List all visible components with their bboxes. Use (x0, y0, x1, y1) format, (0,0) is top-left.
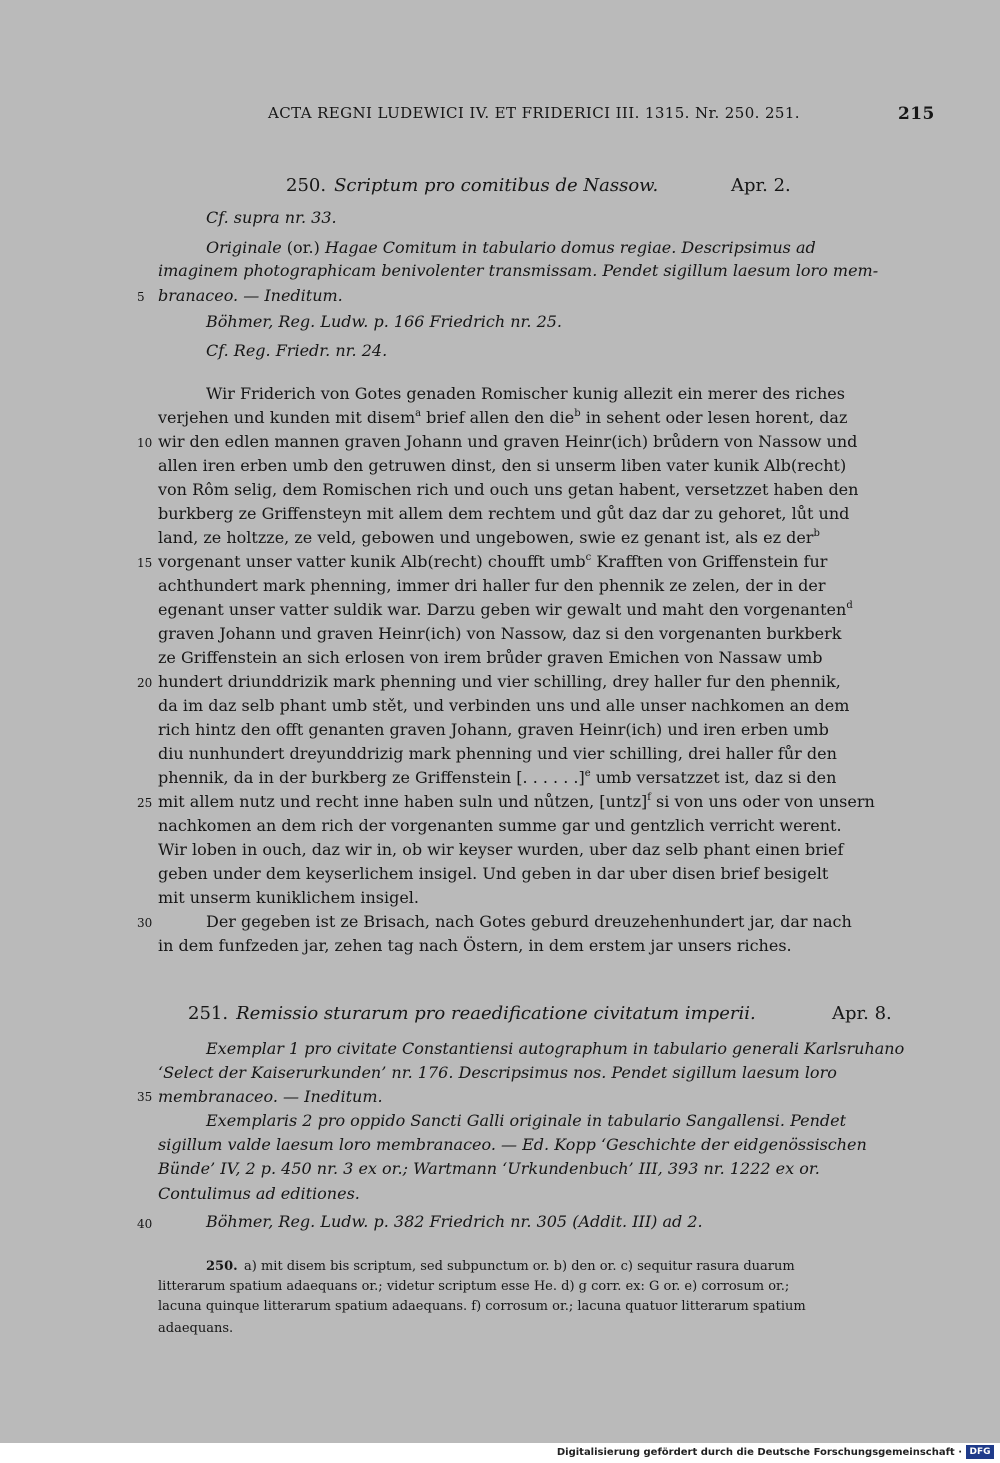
text-line: ze Griffenstein an sich erlosen von irem brůder graven Emichen von Nassaw umb (158, 648, 823, 667)
source-originale: Originale (206, 238, 282, 257)
margin-line-number: 40 (137, 1217, 153, 1231)
text-line: wir den edlen mannen graven Johann und graven Heinr(ich) brůdern von Nassow und (158, 432, 858, 451)
doc-250-source-line-1 (206, 240, 924, 256)
text-line: Der gegeben ist ze Brisach, nach Gotes geburd dreuzehenhundert jar, dar nach (206, 912, 852, 931)
footnote-line: adaequans. (158, 1321, 234, 1336)
source-archive: Hagae Comitum in tabulario domus regiae. Descripsimus ad (324, 238, 816, 257)
text-line: rich hintz den offt genanten graven Johann, graven Heinr(ich) und iren erben umb (158, 720, 829, 739)
text-line: egenant unser vatter suldik war. Darzu geben wir gewalt und maht den vorgenanten$^d$ (158, 600, 853, 619)
margin-line-number: 30 (137, 916, 153, 930)
apparatus-line: membranaceo. — Ineditum. (158, 1087, 383, 1106)
doc-250-cf: Cf. supra nr. 33. (206, 208, 337, 227)
text-line: Wir Friderich von Gotes genaden Romischer kunig allezit ein merer des riches (206, 384, 845, 403)
digitization-footer (0, 1443, 1000, 1463)
apparatus-line: Exemplar 1 pro civitate Constantiensi autographum in tabulario generali Karlsruhano (206, 1039, 905, 1058)
doc-250-source-line-3: branaceo. — Ineditum. (158, 286, 343, 305)
text-line: Wir loben in ouch, daz wir in, ob wir keyser wurden, uber daz selb phant einen brief (158, 840, 844, 859)
doc-250-title: Scriptum pro comitibus de Nassow. (334, 175, 659, 196)
text-line: da im daz selb phant umb stět, und verbinden uns und alle unser nachkomen an dem (158, 696, 850, 715)
footnote-label: 250. (206, 1259, 238, 1274)
margin-line-number: 20 (137, 676, 153, 690)
margin-line-number: 25 (137, 796, 153, 810)
margin-line-number: 15 (137, 556, 153, 570)
footer-credit: Digitalisierung gefördert durch die Deutsche Forschungsgemeinschaft · (556, 1447, 962, 1458)
page-number: 215 (898, 104, 935, 124)
text-line: mit unserm kuniklichem insigel. (158, 888, 420, 907)
text-line: hundert driunddrizik mark phenning und vier schilling, drey haller fur den phennik, (158, 672, 841, 691)
text-line: land, ze holtzze, ze veld, gebowen und ungebowen, swie ez genant ist, als ez der$^b$ (158, 528, 820, 547)
text-line: nachkomen an dem rich der vorgenanten summe gar und gentzlich verricht werent. (158, 816, 842, 835)
doc-250-heading (286, 175, 658, 196)
footnote-line: litterarum spatium adaequans or.; videtur scriptum esse He. d) g corr. ex: G or. e) corrosum or.; (158, 1279, 790, 1294)
text-line: vorgenant unser vatter kunik Alb(recht) choufft umb$^c$ Krafften von Griffenstein fur (158, 552, 828, 571)
running-title: ACTA REGNI LUDEWICI IV. ET FRIDERICI III. 1315. Nr. 250. 251. (268, 104, 800, 122)
text-line: verjehen und kunden mit disem$^a$ brief allen den die$^b$ in sehent oder lesen horent, daz (158, 408, 848, 427)
apparatus-line: Bünde’ IV, 2 p. 450 nr. 3 ex or.; Wartmann ‘Urkundenbuch’ III, 393 nr. 1222 ex or. (158, 1159, 820, 1178)
text-line: von Rôm selig, dem Romischen rich und ouch uns getan habent, versetzzet haben den (158, 480, 859, 499)
footnote-line: a) mit disem bis scriptum, sed subpunctum or. b) den or. c) sequitur rasura duarum (244, 1259, 795, 1274)
margin-line-number: 35 (137, 1090, 153, 1104)
source-or: (or.) (281, 238, 325, 257)
apparatus-line: sigillum valde laesum loro membranaceo. — Ed. Kopp ‘Geschichte der eidgenössischen (158, 1135, 867, 1154)
text-line: burkberg ze Griffensteyn mit allem dem rechtem und gůt daz dar zu gehoret, lůt und (158, 504, 850, 523)
doc-250-number: 250. (286, 175, 327, 196)
doc-251-heading (188, 1003, 756, 1024)
doc-250-date: Apr. 2. (731, 175, 791, 196)
doc-250-source-line-2: imaginem photographicam benivolenter transmissam. Pendet sigillum laesum loro mem- (158, 261, 879, 280)
margin-line-number: 5 (137, 290, 145, 304)
text-line: diu nunhundert dreyunddrizig mark phenning und vier schilling, drei haller fůr den (158, 744, 837, 763)
doc-250-regest-1: Böhmer, Reg. Ludw. p. 166 Friedrich nr. 25. (206, 312, 563, 331)
text-line: in dem funfzeden jar, zehen tag nach Östern, in dem erstem jar unsers riches. (158, 936, 792, 955)
doc-251-title: Remissio sturarum pro reaedificatione civitatum imperii. (236, 1003, 756, 1024)
doc-251-number: 251. (188, 1003, 229, 1024)
doc-250-regest-2: Cf. Reg. Friedr. nr. 24. (206, 341, 388, 360)
dfg-logo: DFG (966, 1445, 994, 1459)
text-line: graven Johann und graven Heinr(ich) von Nassow, daz si den vorgenanten burkberk (158, 624, 842, 643)
text-line: phennik, da in der burkberg ze Griffenstein [. . . . . .]$^e$ umb versatzzet ist, daz si den (158, 768, 837, 787)
text-line: mit allem nutz und recht inne haben suln und nůtzen, [untz]$^f$ si von uns oder von unsern (158, 792, 875, 811)
text-line: achthundert mark phenning, immer dri haller fur den phennik ze zelen, der in der (158, 576, 826, 595)
margin-line-number: 10 (137, 436, 153, 450)
apparatus-line: ‘Select der Kaiserurkunden’ nr. 176. Descripsimus nos. Pendet sigillum laesum loro (158, 1063, 837, 1082)
text-line: allen iren erben umb den getruwen dinst, den si unserm liben vater kunik Alb(recht) (158, 456, 847, 475)
apparatus-line: Exemplaris 2 pro oppido Sancti Galli originale in tabulario Sangallensi. Pendet (206, 1111, 847, 1130)
footnote-line: lacuna quinque litterarum spatium adaequans. f) corrosum or.; lacuna quatuor litterarum spatium (158, 1299, 806, 1314)
text-line: geben under dem keyserlichem insigel. Und geben in dar uber disen brief besigelt (158, 864, 829, 883)
doc-251-date: Apr. 8. (832, 1003, 892, 1024)
apparatus-line: Contulimus ad editiones. (158, 1184, 360, 1203)
apparatus-line: Böhmer, Reg. Ludw. p. 382 Friedrich nr. 305 (Addit. III) ad 2. (206, 1212, 703, 1231)
